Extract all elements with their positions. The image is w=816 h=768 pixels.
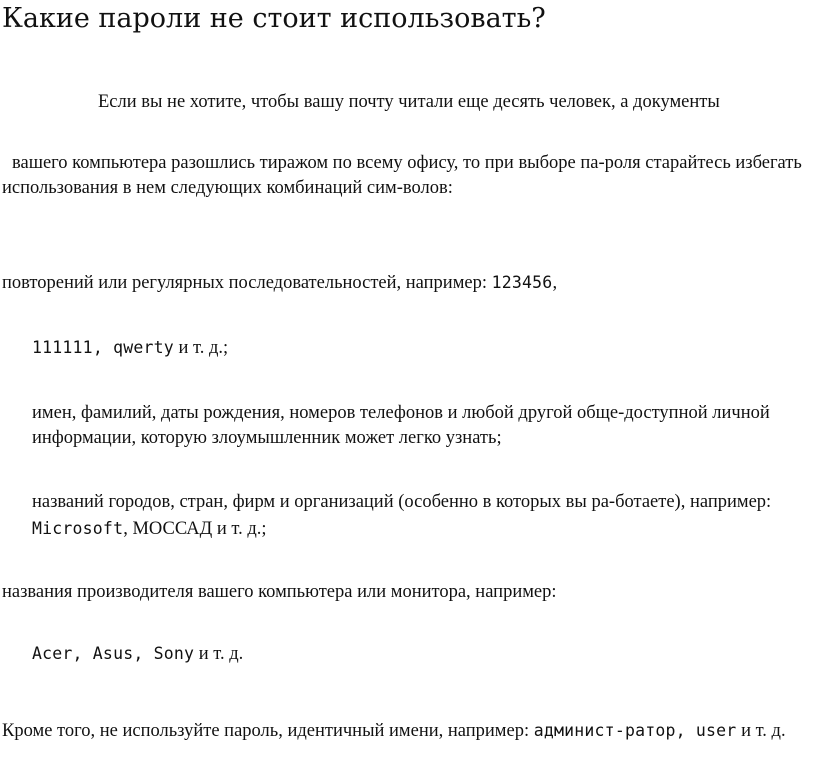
list-item-tail: и т. д.;: [173, 338, 229, 358]
list-item-manufacturer: названия производителя вашего компьютера или монитора, например:: [2, 582, 557, 602]
password-example: 123456: [491, 273, 553, 292]
password-example: qwerty: [113, 338, 174, 357]
password-example: user: [695, 721, 737, 740]
list-item-personal-info-line-1: имен, фамилий, даты рождения, номеров телефонов и любой другой обще-доступной личной: [32, 403, 770, 423]
password-example: Acer, Asus, Sony: [32, 644, 195, 663]
intro-line-2: вашего компьютера разошлись тиражом по всему офису, то при выборе па-роля старайтесь избегать: [12, 153, 802, 173]
page-title: Какие пароли не стоит использовать?: [2, 3, 546, 34]
password-example: Microsoft: [32, 519, 124, 538]
list-item-names-line-2: [32, 517, 267, 541]
list-item-tail: и т. д.: [194, 644, 244, 664]
list-item-sequences: [2, 271, 557, 295]
punctuation: ,: [92, 338, 114, 357]
list-item-tail: , МОССАД и т. д.;: [123, 519, 267, 539]
closing-tail: и т. д.: [736, 721, 786, 741]
password-example: 111111: [32, 338, 93, 357]
closing-paragraph: [2, 719, 786, 743]
list-item-text: повторений или регулярных последовательностей, например:: [2, 273, 492, 293]
intro-line-1: Если вы не хотите, чтобы вашу почту читали еще десять человек, а документы: [98, 92, 720, 112]
list-item-sequences-continued: [32, 336, 228, 360]
list-item-personal-info-line-2: информации, которую злоумышленник может легко узнать;: [32, 428, 502, 448]
password-example: админист-ратор: [533, 721, 676, 740]
punctuation: ,: [552, 273, 558, 293]
punctuation: ,: [675, 721, 696, 740]
closing-text: Кроме того, не используйте пароль, идентичный имени, например:: [2, 721, 534, 741]
list-item-manufacturer-continued: [32, 642, 243, 666]
intro-line-3: использования в нем следующих комбинаций сим-волов:: [2, 178, 453, 198]
list-item-names-line-1: названий городов, стран, фирм и организаций (особенно в которых вы ра-ботаете), например:: [32, 492, 772, 512]
